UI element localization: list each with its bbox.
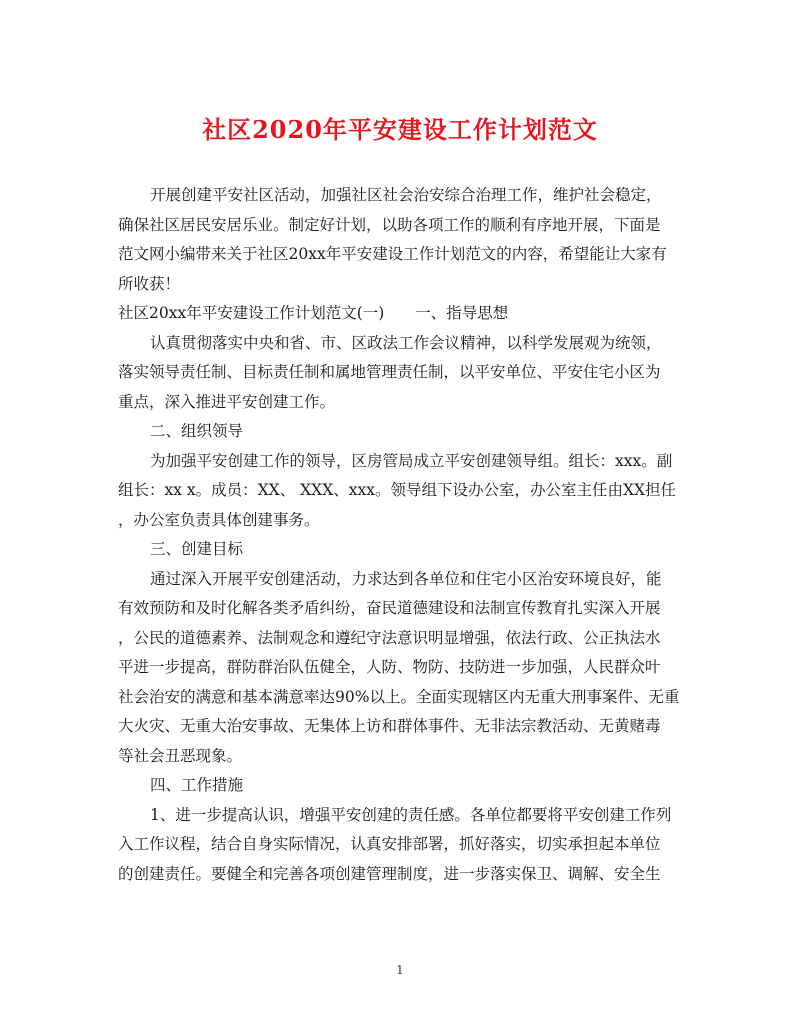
- document-title: 社区2020年平安建设工作计划范文: [202, 115, 598, 144]
- paragraph-line: 入工作议程，结合自身实际情况，认真安排部署，抓好落实，切实承担起本单位: [118, 835, 661, 853]
- paragraph-line: ，办公室负责具体创建事务。: [118, 510, 320, 529]
- paragraph-line: 平进一步提高，群防群治队伍健全，人防、物防、技防进一步加强，人民群众叶: [118, 658, 661, 676]
- section-heading-line: 社区20xx年平安建设工作计划范文(一) 一、指导思想: [118, 304, 509, 322]
- paragraph-line: 等社会丑恶现象。: [118, 746, 243, 765]
- paragraph-line: 认真贯彻落实中央和省、市、区政法工作会议精神，以科学发展观为统领，: [150, 333, 662, 352]
- paragraph-line: 社会治安的满意和基本满意率达90%以上。全面实现辖区内无重大刑事案件、无重: [118, 687, 680, 706]
- section-heading: 三、创建目标: [150, 540, 244, 558]
- paragraph-line: ，公民的道德素养、法制观念和遵纪守法意识明显增强，依法行政、公正执法水: [118, 628, 661, 647]
- paragraph-line: 的创建责任。要健全和完善各项创建管理制度，进一步落实保卫、调解、安全生: [118, 864, 661, 883]
- paragraph-line: 1、进一步提高认识，增强平安创建的责任感。各单位都要将平安创建工作列: [150, 805, 672, 824]
- paragraph-line: 有效预防和及时化解各类矛盾纠纷，奋民道德建设和法制宣传教育扎实深入开展: [118, 599, 661, 617]
- paragraph-line: 落实领导责任制、目标责任制和属地管理责任制，以平安单位、平安住宅小区为: [118, 363, 661, 381]
- page-number: 1: [396, 963, 404, 977]
- paragraph-line: 所收获！: [118, 274, 181, 293]
- paragraph-line: 确保社区居民安居乐业。制定好计划，以助各项工作的顺利有序地开展，下面是: [118, 215, 661, 234]
- paragraph-line: 为加强平安创建工作的领导，区房管局成立平安创建领导组。组长：xxx。副: [150, 451, 673, 470]
- paragraph-line: 范文网小编带来关于社区20xx年平安建设工作计划范文的内容，希望能让大家有: [118, 245, 667, 263]
- paragraph-line: 通过深入开展平安创建活动，力求达到各单位和住宅小区治安环境良好，能: [150, 569, 662, 588]
- section-heading: 四、工作措施: [150, 776, 244, 794]
- paragraph-line: 组长：xx x。成员：XX、 XXX、xxx。领导组下设办公室，办公室主任由XX担任: [118, 481, 677, 499]
- paragraph-line: 重点，深入推进平安创建工作。: [118, 392, 336, 411]
- paragraph-line: 开展创建平安社区活动，加强社区社会治安综合治理工作，维护社会稳定，: [150, 186, 662, 204]
- paragraph-line: 大火灾、无重大治安事故、无集体上访和群体事件、无非法宗教活动、无黄赌毒: [118, 717, 661, 735]
- section-heading: 二、组织领导: [150, 422, 244, 440]
- document-body: [118, 181, 684, 889]
